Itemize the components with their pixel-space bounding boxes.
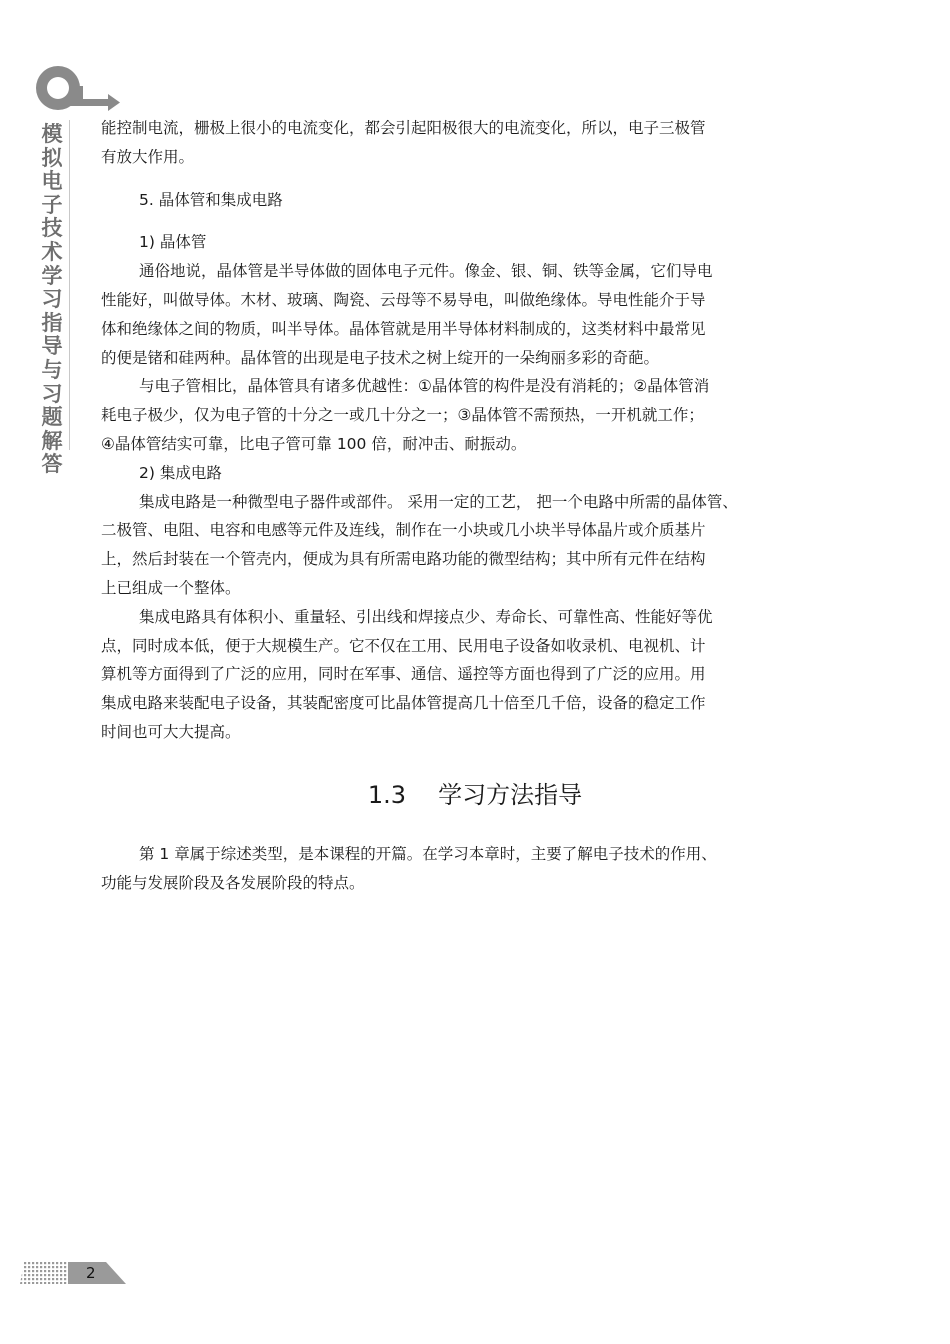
paragraph-line: 集成电路来装配电子设备，其装配密度可比晶体管提高几十倍至几千倍，设备的稳定工作 <box>101 694 706 713</box>
section-body <box>101 840 831 898</box>
book-side-title: 模拟电子技术学习指导与习题解答 <box>41 121 63 477</box>
paragraph-line: 时间也可大大提高。 <box>101 722 241 741</box>
paragraph-line: 有放大作用。 <box>101 147 195 166</box>
paragraph-line: 功能与发展阶段及各发展阶段的特点。 <box>101 873 365 892</box>
side-divider <box>69 120 70 450</box>
page-number: 2 <box>86 1264 96 1282</box>
paragraph-line: 的便是锗和硅两种。晶体管的出现是电子技术之树上绽开的一朵绚丽多彩的奇葩。 <box>101 348 660 367</box>
page-body <box>101 114 831 747</box>
paragraph-line: ④晶体管结实可靠，比电子管可靠 100 倍，耐冲击、耐振动。 <box>101 434 527 453</box>
paragraph-line: 集成电路具有体积小、重量轻、引出线和焊接点少、寿命长、可靠性高、性能好等优 <box>139 607 713 626</box>
paragraph-line: 能控制电流，栅极上很小的电流变化，都会引起阳极很大的电流变化，所以，电子三极管 <box>101 119 706 137</box>
page-number-decoration <box>20 1258 130 1288</box>
section-number: 1.3 <box>367 781 407 809</box>
section-title: 学习方法指导 <box>438 781 583 809</box>
paragraph-line: 性能好，叫做导体。木材、玻璃、陶瓷、云母等不易导电，叫做绝缘体。导电性能介于导 <box>101 290 706 309</box>
paragraph-line: 集成电路是一种微型电子器件或部件。 采用一定的工艺， 把一个电路中所需的晶体管、 <box>139 492 738 511</box>
paragraph-line: 与电子管相比，晶体管具有诸多优越性：①晶体管的构件是没有消耗的；②晶体管消 <box>139 377 710 396</box>
subheading-transistor: 1) 晶体管 <box>139 233 207 252</box>
paragraph-line: 二极管、电阻、电容和电感等元件及连线，制作在一小块或几小块半导体晶片或介质基片 <box>101 521 706 540</box>
paragraph-line: 耗电子极少，仅为电子管的十分之一或几十分之一；③晶体管不需预热，一开机就工作； <box>101 406 704 425</box>
paragraph-line: 点，同时成本低，便于大规模生产。它不仅在工用、民用电子设备如收录机、电视机、计 <box>101 636 706 655</box>
section-heading <box>0 775 950 810</box>
paragraph-line: 上已组成一个整体。 <box>101 578 241 597</box>
chapter-logo <box>28 64 123 119</box>
paragraph-line: 通俗地说，晶体管是半导体做的固体电子元件。像金、银、铜、铁等金属，它们导电 <box>139 262 713 281</box>
paragraph-line: 上，然后封装在一个管壳内，便成为具有所需电路功能的微型结构；其中所有元件在结构 <box>101 550 706 569</box>
paragraph-line: 体和绝缘体之间的物质，叫半导体。晶体管就是用半导体材料制成的，这类材料中最常见 <box>101 319 706 338</box>
subheading-integrated-circuit: 2) 集成电路 <box>139 463 222 482</box>
paragraph-line: 算机等方面得到了广泛的应用，同时在军事、通信、遥控等方面也得到了广泛的应用。用 <box>101 665 706 684</box>
paragraph-line: 第 1 章属于综述类型，是本课程的开篇。在学习本章时，主要了解电子技术的作用、 <box>139 845 717 863</box>
heading-transistor-ic: 5. 晶体管和集成电路 <box>139 190 283 209</box>
